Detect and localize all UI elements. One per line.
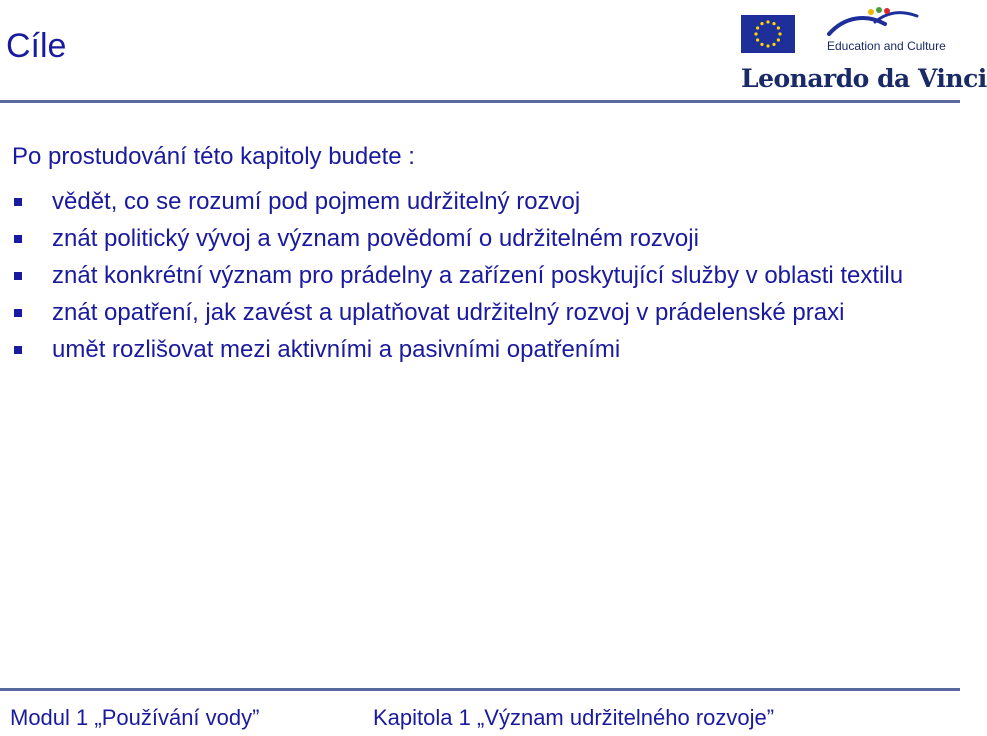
education-culture-swoosh-icon xyxy=(827,6,919,42)
eu-star-icon xyxy=(777,26,780,29)
eu-star-icon xyxy=(772,43,775,46)
logo-area xyxy=(735,6,987,98)
footer-module: Modul 1 „Používání vody” xyxy=(10,705,260,730)
bullet-square-icon xyxy=(14,198,22,206)
bullet-square-icon xyxy=(14,272,22,280)
eu-star-icon xyxy=(766,20,769,23)
top-divider xyxy=(0,100,960,103)
eu-star-icon xyxy=(777,38,780,41)
eu-star-icon xyxy=(756,38,759,41)
list-item: vědět, co se rozumí pod pojmem udržitelný rozvoj xyxy=(12,183,942,220)
bottom-divider xyxy=(0,688,960,691)
eu-star-icon xyxy=(778,32,781,35)
list-item: umět rozlišovat mezi aktivními a pasivními opatřeními xyxy=(12,331,942,368)
eu-flag-icon xyxy=(741,15,795,53)
eu-star-icon xyxy=(772,22,775,25)
bullet-square-icon xyxy=(14,309,22,317)
list-item: znát opatření, jak zavést a uplatňovat udržitelný rozvoj v prádelenské praxi xyxy=(12,294,942,331)
eu-star-icon xyxy=(760,43,763,46)
slide-title: Cíle xyxy=(6,27,67,65)
bullet-square-icon xyxy=(14,346,22,354)
footer-chapter: Kapitola 1 „Význam udržitelného rozvoje” xyxy=(373,705,775,730)
list-item: znát konkrétní význam pro prádelny a zařízení poskytující služby v oblasti textilu xyxy=(12,257,942,294)
list-item: znát politický vývoj a význam povědomí o udržitelném rozvoji xyxy=(12,220,942,257)
eu-star-icon xyxy=(766,44,769,47)
intro-text: Po prostudování této kapitoly budete : xyxy=(12,143,415,170)
leonardo-da-vinci-logo: Leonardo da Vinci xyxy=(741,64,987,93)
objectives-list xyxy=(12,183,942,368)
education-culture-label: Education and Culture xyxy=(827,39,946,53)
eu-star-icon xyxy=(760,22,763,25)
eu-star-icon xyxy=(756,26,759,29)
eu-star-icon xyxy=(754,32,757,35)
bullet-square-icon xyxy=(14,235,22,243)
